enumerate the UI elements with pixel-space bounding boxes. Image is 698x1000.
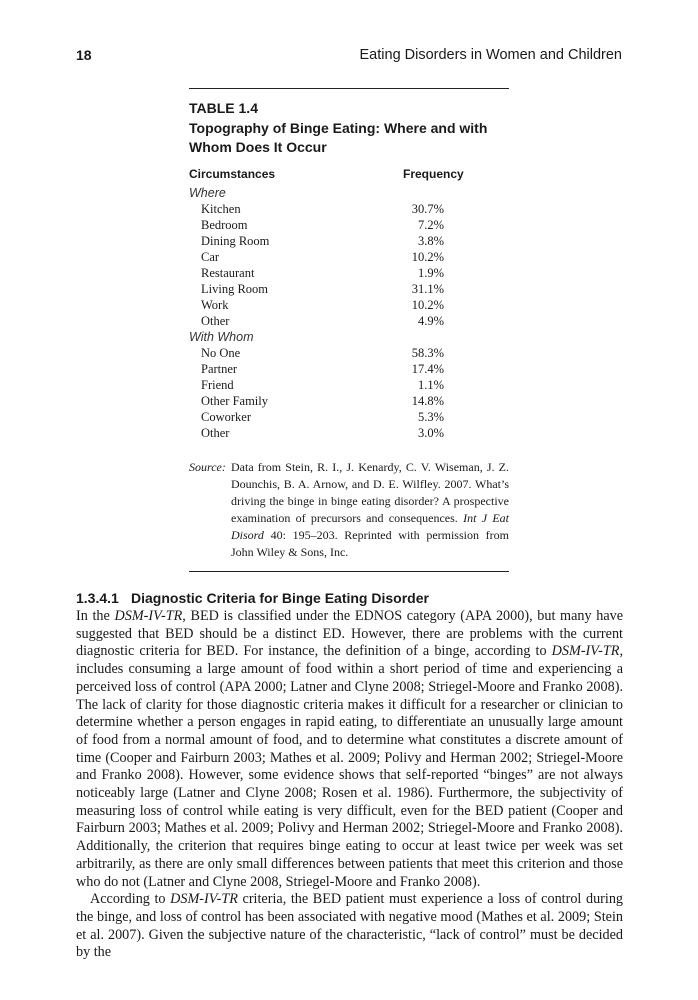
- paragraph-1: [76, 608, 623, 891]
- group-label: Where: [189, 186, 226, 200]
- row-value: 1.1%: [417, 378, 444, 392]
- source-text: [231, 459, 509, 561]
- row-value: 30.7%: [411, 202, 444, 216]
- row-name: Partner: [201, 362, 238, 376]
- row-name: Bedroom: [201, 218, 248, 232]
- table-bottom-rule: [189, 571, 509, 572]
- row-value: 3.0%: [417, 426, 444, 440]
- row-value: 5.3%: [417, 410, 444, 424]
- row-value: 7.2%: [417, 218, 444, 232]
- row-value: 58.3%: [411, 346, 444, 360]
- section-number: 1.3.4.1: [76, 590, 119, 606]
- text-run-italic: DSM-IV-TR,: [114, 608, 186, 624]
- row-name: Restaurant: [201, 266, 255, 280]
- body-text: [76, 608, 623, 962]
- group-label: With Whom: [189, 330, 254, 344]
- row-value: 4.9%: [417, 314, 444, 328]
- table-row: [189, 425, 509, 441]
- row-name: Kitchen: [201, 202, 241, 216]
- text-run: BED is classified under the EDNOS category (APA 2000), but many have suggested that BED should be a distinct ED. However, there are problems with the current diagnostic criteria for BED. For instance, the definition of a binge, according to: [76, 608, 624, 660]
- row-value: 10.2%: [411, 250, 444, 264]
- source-label: Source:: [189, 460, 226, 474]
- row-value: 31.1%: [411, 282, 444, 296]
- table-group-where: [189, 185, 509, 329]
- row-name: No One: [201, 346, 241, 360]
- table-row: [189, 201, 509, 217]
- text-run: According to: [90, 891, 166, 908]
- section-title: Diagnostic Criteria for Binge Eating Disorder: [131, 590, 429, 606]
- row-name: Coworker: [201, 410, 251, 424]
- row-name: Other: [201, 314, 230, 328]
- page-number: 18: [76, 47, 92, 63]
- column-header-frequency: Frequency: [403, 167, 464, 181]
- row-value: 1.9%: [417, 266, 444, 280]
- row-value: 17.4%: [411, 362, 444, 376]
- table-row: [189, 297, 509, 313]
- running-title: Eating Disorders in Women and Children: [359, 47, 622, 63]
- table-group-with-whom: [189, 329, 509, 441]
- table-row: [189, 249, 509, 265]
- row-name: Living Room: [201, 282, 269, 296]
- row-name: Dining Room: [201, 234, 270, 248]
- text-run-italic: DSM-IV-TR: [170, 891, 238, 908]
- table-row: [189, 313, 509, 329]
- table-row: [189, 393, 509, 409]
- row-name: Other Family: [201, 394, 269, 408]
- column-header-circumstances: Circumstances: [189, 167, 276, 181]
- row-name: Other: [201, 426, 230, 440]
- table-row: [189, 345, 509, 361]
- text-run: criteria, the BED patient must experience a loss of control during the binge, and loss of control has been associated with negative mood (Mathes et al. 2009; Stein et al. 2007). Given the subjective nature of the characteristic, “lack of control” must be decided by the: [76, 891, 624, 961]
- table-row: [189, 377, 509, 393]
- paragraph-2: [76, 891, 623, 962]
- row-name: Work: [201, 298, 229, 312]
- running-head: [76, 47, 622, 67]
- source-text-permission: 40: 195–203. Reprinted with permission from John Wiley & Sons, Inc.: [231, 528, 509, 559]
- table-header-row: [189, 163, 509, 185]
- table-1-4: [189, 88, 509, 572]
- table-label: TABLE 1.4: [189, 100, 258, 116]
- table-caption: Topography of Binge Eating: Where and with Whom Does It Occur: [189, 120, 488, 155]
- table-row: [189, 281, 509, 297]
- table-row: [189, 409, 509, 425]
- table-row: [189, 361, 509, 377]
- table-row: [189, 233, 509, 249]
- row-name: Car: [201, 250, 220, 264]
- source-journal: Int J Eat Disord: [231, 511, 509, 542]
- text-run-italic: DSM-IV-TR: [551, 643, 620, 660]
- table-row: [189, 265, 509, 281]
- section-heading: [76, 590, 429, 606]
- row-value: 14.8%: [411, 394, 444, 408]
- source-text-citation: Data from Stein, R. I., J. Kenardy, C. V. Wiseman, J. Z. Dounchis, B. A. Arnow, and D. E. Wilfley. 2007. What’s driving the binge in binge eating disorder? A prospective examination of precursors and consequences.: [231, 460, 509, 525]
- text-run: , includes consuming a large amount of food within a short period of time and experiencing a perceived loss of control (APA 2000; Latner and Clyne 2008; Striegel-Moore and Franko 2008). The lack of clarity for those diagnostic criteria makes it difficult for a researcher or clinician to determine whether a person engages in rapid eating, to differentiate an unusually large amount of food from a normal amount of food, and to determine what constitutes a discrete amount of time (Cooper and Fairburn 2003; Mathes et al. 2009; Polivy and Herman 2002; Striegel-Moore and Franko 2008). However, some evidence shows that self-reported “binges” are not always noticeably large (Latner and Clyne 2008; Rosen et al. 1986). Furthermore, the subjectivity of measuring loss of control while eating is very difficult, even for the BED patient (Cooper and Fairburn 2003; Mathes et al. 2009; Polivy and Herman 2002; Striegel-Moore and Franko 2008). Additionally, the criterion that requires binge eating to occur at least twice per week was set arbitrarily, as there are only small differences between patients that meet this criterion and those who do not (Latner and Clyne 2008, Striegel-Moore and Franko 2008).: [76, 643, 623, 890]
- row-value: 3.8%: [417, 234, 444, 248]
- table-source-note: [189, 459, 509, 561]
- row-value: 10.2%: [411, 298, 444, 312]
- table-top-rule: [189, 88, 509, 89]
- table-row: [189, 217, 509, 233]
- row-name: Friend: [201, 378, 234, 392]
- text-run: In the: [76, 608, 110, 624]
